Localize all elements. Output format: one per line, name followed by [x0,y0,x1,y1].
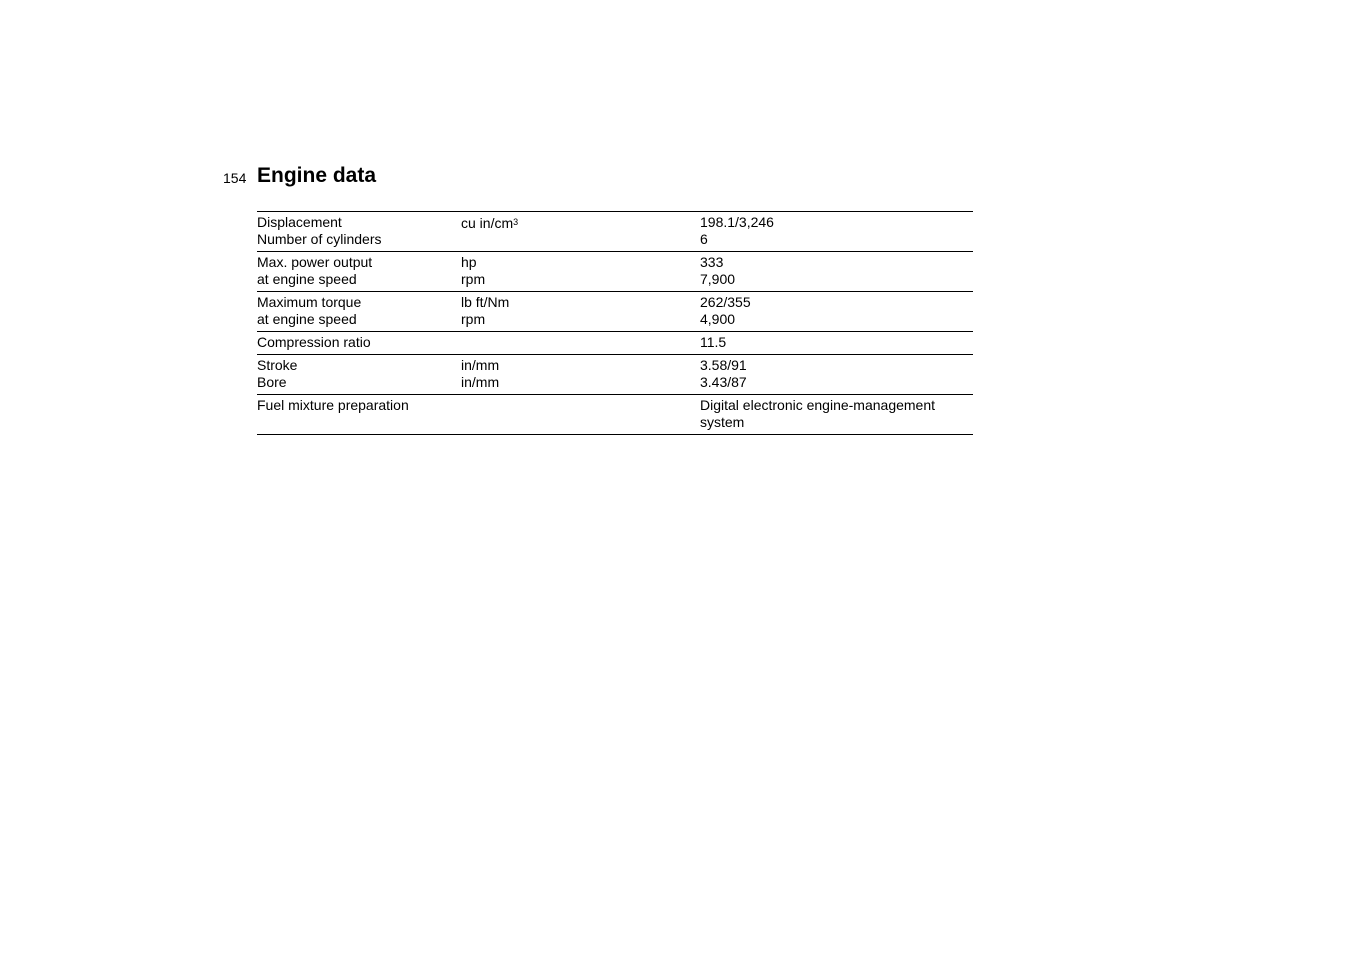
spec-unit: in/mm [461,374,500,390]
spec-unit [461,397,700,431]
spec-unit: hp [461,254,477,270]
spec-group-stroke-bore [257,355,973,395]
spec-label: Max. power output [257,254,373,270]
spec-row [257,271,973,288]
spec-row [257,294,973,311]
spec-unit [461,231,700,248]
spec-row [257,214,973,231]
spec-value: 262/355 [700,294,751,310]
spec-group-fuel [257,395,973,435]
spec-value: 3.43/87 [700,374,747,390]
spec-label: Bore [257,374,287,390]
spec-row [257,397,973,431]
spec-group-displacement [257,212,973,252]
page-title: Engine data [257,164,377,187]
spec-label: Fuel mixture preparation [257,397,409,413]
spec-row [257,311,973,328]
engine-data-table [257,211,973,435]
spec-row [257,357,973,374]
spec-row [257,254,973,271]
spec-value: 3.58/91 [700,357,747,373]
spec-group-power [257,252,973,292]
spec-unit: rpm [461,311,486,327]
spec-unit: lb ft/Nm [461,294,510,310]
spec-label: Maximum torque [257,294,362,310]
spec-unit [461,334,700,351]
spec-row [257,231,973,248]
spec-row [257,374,973,391]
spec-value: Digital electronic engine-management system [700,397,936,430]
spec-value: 333 [700,254,724,270]
spec-value: 7,900 [700,271,736,287]
spec-label: at engine speed [257,271,357,287]
spec-value: 6 [700,231,708,247]
spec-label: Stroke [257,357,298,373]
spec-group-compression [257,332,973,355]
spec-value: 4,900 [700,311,736,327]
spec-unit: in/mm [461,357,500,373]
spec-label: at engine speed [257,311,357,327]
spec-unit: rpm [461,271,486,287]
spec-unit: cu $in/cm^3$ [461,215,519,231]
spec-row [257,334,973,351]
superscript: 3 [513,217,519,227]
spec-label: Displacement [257,214,342,230]
spec-group-torque [257,292,973,332]
spec-value: 198.1/3,246 [700,214,774,230]
spec-value: 11.5 [700,334,727,350]
spec-label: Compression ratio [257,334,371,350]
spec-label: Number of cylinders [257,231,382,247]
page-number: 154 [223,170,247,186]
